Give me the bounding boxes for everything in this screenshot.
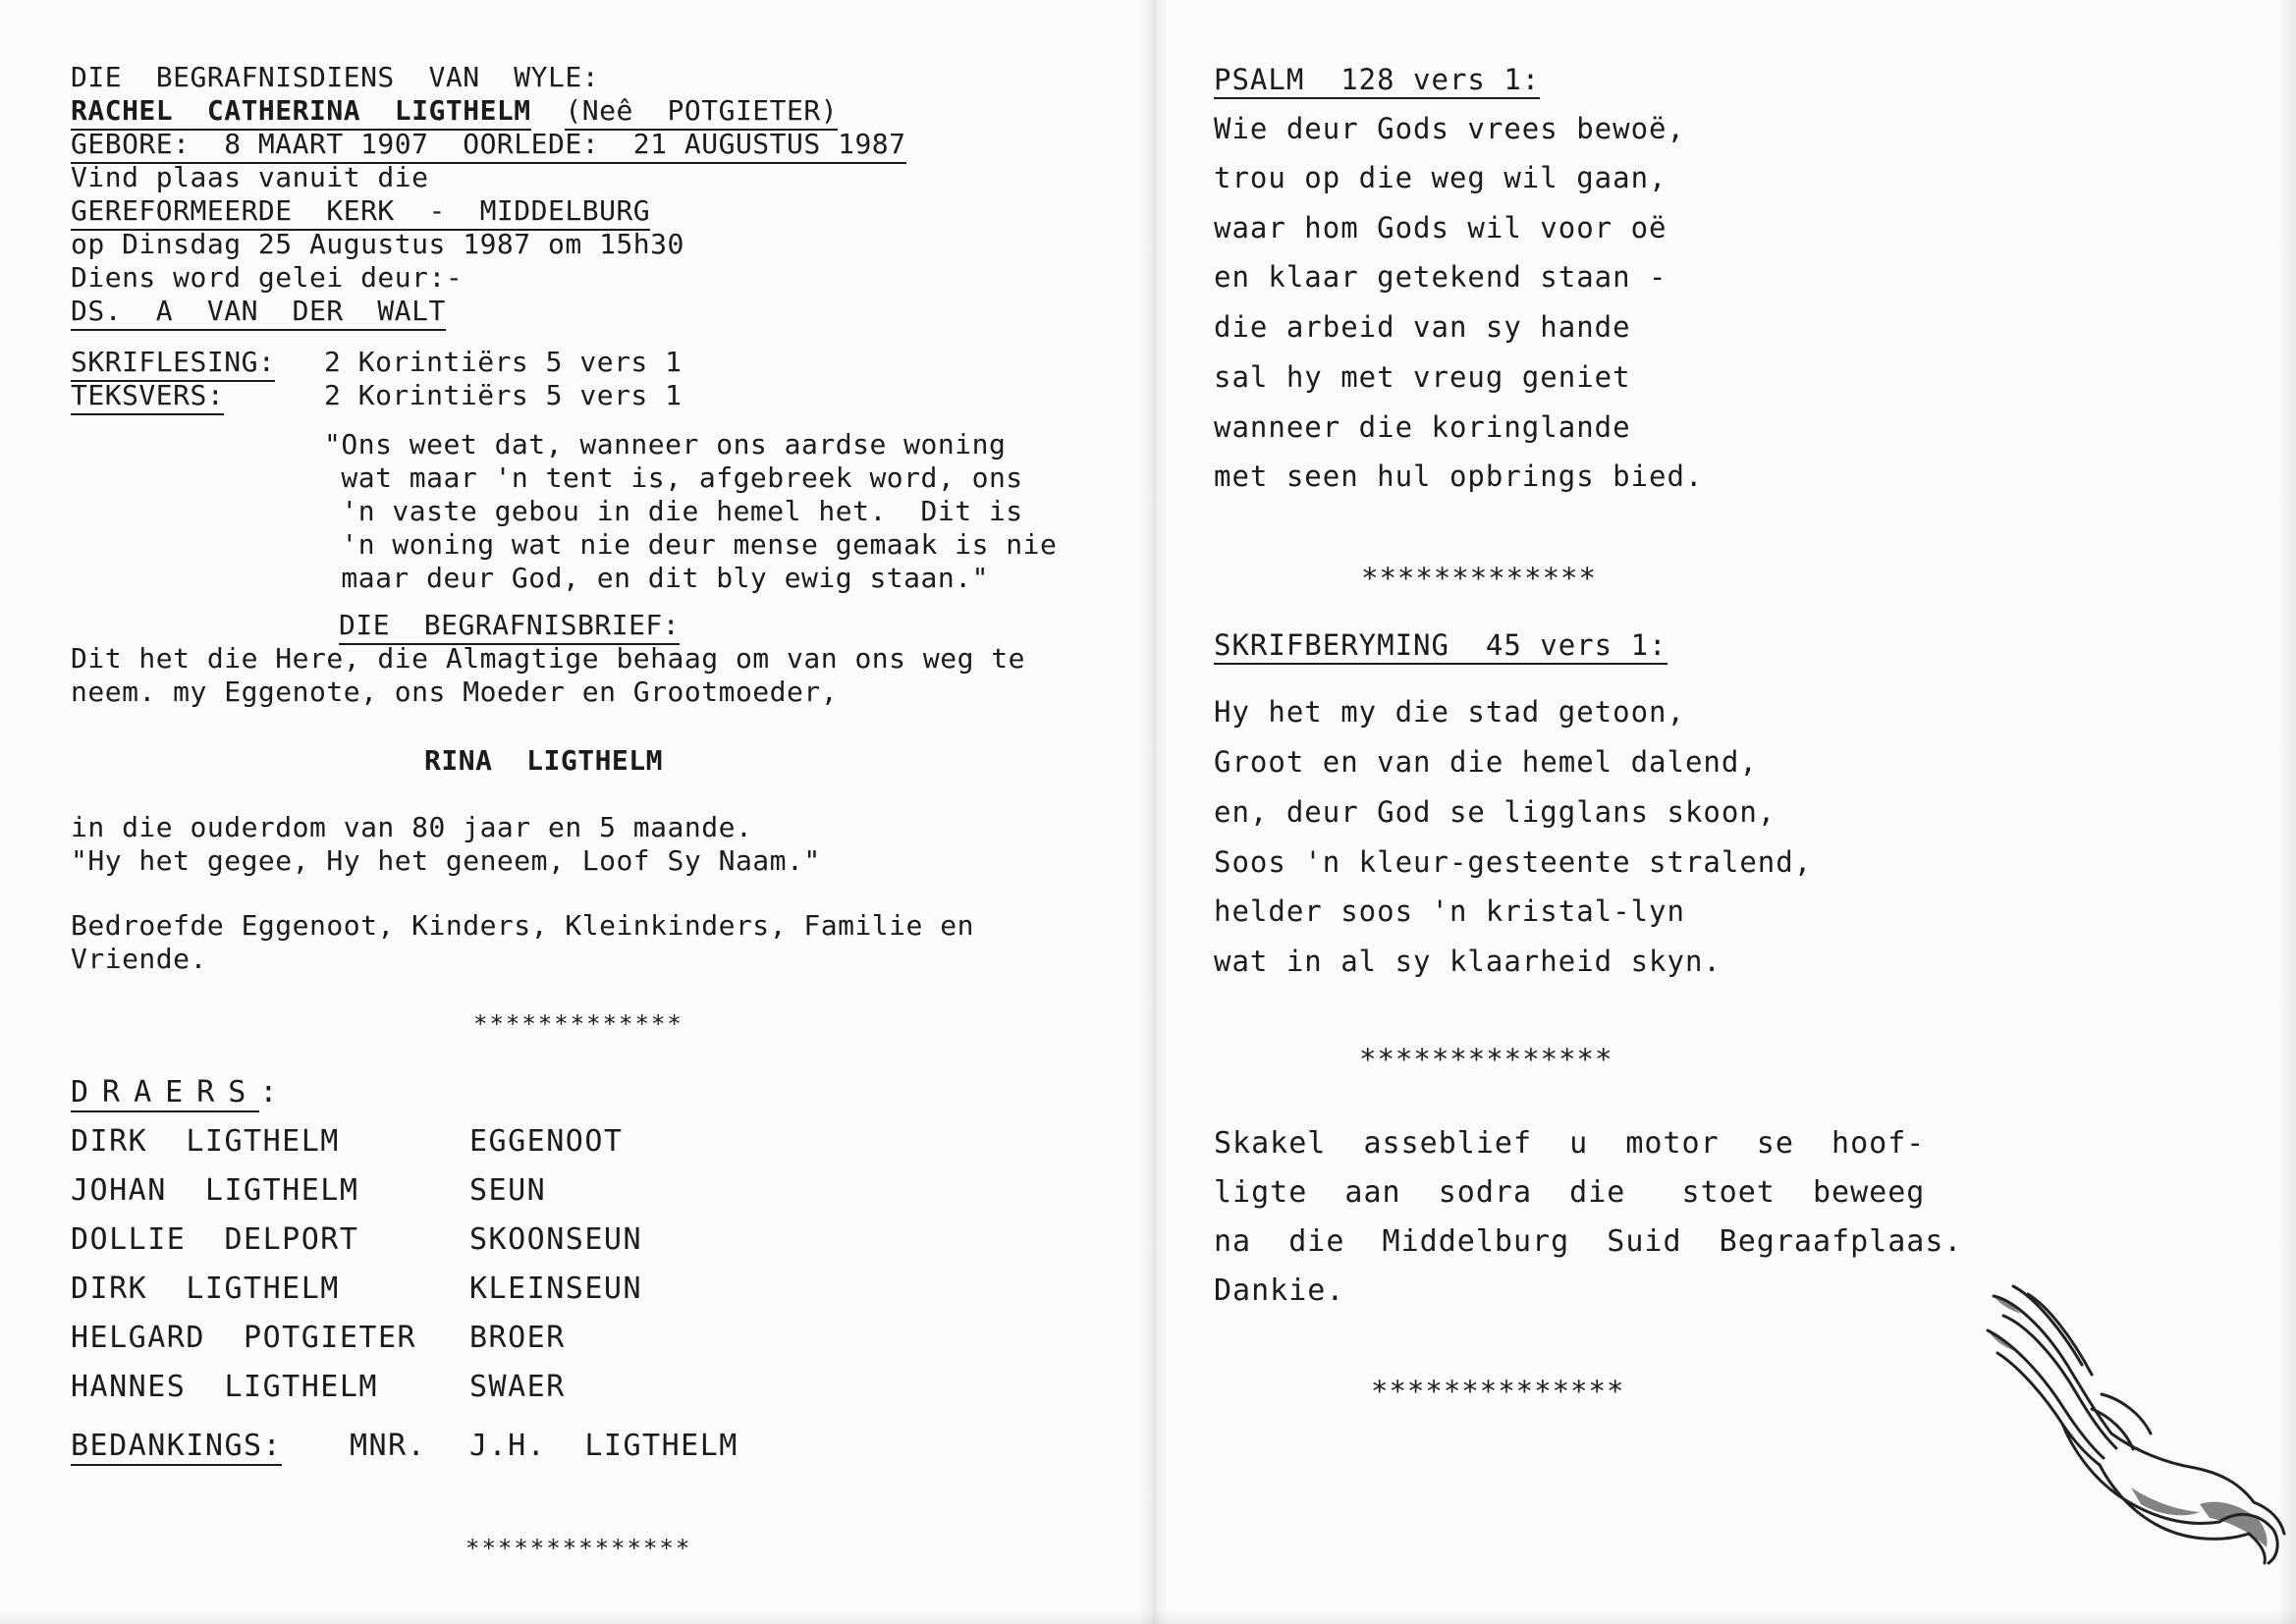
- bearer-relation: SEUN: [469, 1173, 547, 1208]
- bearer-name: DOLLIE DELPORT: [71, 1222, 359, 1257]
- bearers-heading: DRAERS:: [71, 1076, 291, 1112]
- notice-line: ligte aan sodra die stoet beweeg: [1214, 1175, 1926, 1210]
- bearer-relation: BROER: [469, 1321, 566, 1355]
- funeral-letter-heading: DIE BEGRAFNISBRIEF:: [339, 609, 680, 645]
- letter-line: neem. my Eggenote, ons Moeder en Grootmoeder,: [71, 676, 839, 708]
- text-verse-value: 2 Korintiërs 5 vers 1: [324, 379, 683, 411]
- psalm-line: Wie deur Gods vrees bewoë,: [1214, 112, 1685, 145]
- quote-line: "Ons weet dat, wanneer ons aardse woning: [324, 428, 1007, 460]
- skrifberyming-line: Hy het my die stad getoon,: [1214, 695, 1685, 729]
- bearer-name: JOHAN LIGTHELM: [71, 1173, 359, 1208]
- skrifberyming-heading: SKRIFBERYMING 45 vers 1:: [1214, 628, 1667, 665]
- minister-name: DS. A VAN DER WALT: [71, 295, 446, 331]
- psalm-line: en klaar getekend staan -: [1214, 260, 1667, 294]
- psalm-line: trou op die weg wil gaan,: [1214, 161, 1667, 194]
- psalm-line: sal hy met vreug geniet: [1214, 360, 1631, 394]
- place-intro: Vind plaas vanuit die: [71, 161, 429, 193]
- bearer-name: DIRK LIGTHELM: [71, 1124, 340, 1159]
- church-name: GEREFORMEERDE KERK - MIDDELBURG: [71, 194, 650, 231]
- deceased-short-name: RINA LIGTHELM: [424, 744, 664, 777]
- quote-line: 'n woning wat nie deur mense gemaak is nie: [324, 528, 1058, 561]
- separator-stars: **************: [1359, 1043, 1613, 1076]
- thanks-name: J.H. LIGTHELM: [469, 1429, 738, 1463]
- bearer-relation: SKOONSEUN: [469, 1222, 643, 1257]
- scripture-line: "Hy het gegee, Hy het geneem, Loof Sy Naam.": [71, 844, 821, 877]
- bearer-name: HANNES LIGTHELM: [71, 1370, 378, 1404]
- psalm-line: wanneer die koringlande: [1214, 410, 1631, 444]
- psalm-line: met seen hul opbrings bied.: [1214, 460, 1704, 493]
- scripture-reading-label: SKRIFLESING:: [71, 346, 275, 382]
- thanks-label: BEDANKINGS:: [71, 1430, 282, 1466]
- mourners-line: Bedroefde Eggenoot, Kinders, Kleinkinders, Familie en: [71, 909, 974, 942]
- quote-line: maar deur God, en dit bly ewig staan.": [324, 562, 989, 594]
- quote-line: 'n vaste gebou in die hemel het. Dit is: [324, 495, 1023, 527]
- thanks-title: MNR.: [350, 1429, 427, 1463]
- mourners-line: Vriende.: [71, 943, 207, 975]
- bearer-name: DIRK LIGTHELM: [71, 1272, 340, 1306]
- text-verse-label: TEKSVERS:: [71, 379, 224, 415]
- skrifberyming-line: en, deur God se ligglans skoon,: [1214, 795, 1777, 829]
- service-date-time: op Dinsdag 25 Augustus 1987 om 15h30: [71, 228, 684, 260]
- maiden-name: (Neê POTGIETER): [565, 94, 838, 131]
- psalm-heading: PSALM 128 vers 1:: [1214, 63, 1540, 99]
- bearer-name: HELGARD POTGIETER: [71, 1321, 417, 1355]
- deceased-name: RACHEL CATHERINA LIGTHELM: [71, 94, 531, 131]
- skrifberyming-line: wat in al sy klaarheid skyn.: [1214, 945, 1722, 978]
- quote-line: wat maar 'n tent is, afgebreek word, ons: [324, 461, 1023, 494]
- psalm-line: waar hom Gods wil voor oë: [1214, 211, 1667, 244]
- skrifberyming-line: Soos 'n kleur-gesteente stralend,: [1214, 845, 1813, 879]
- bearer-relation: EGGENOOT: [469, 1124, 624, 1159]
- scripture-reading-value: 2 Korintiërs 5 vers 1: [324, 346, 683, 378]
- separator-stars: **************: [1371, 1375, 1625, 1408]
- separator-stars: *************: [1361, 562, 1597, 595]
- bearer-relation: KLEINSEUN: [469, 1272, 643, 1306]
- service-heading: DIE BEGRAFNISDIENS VAN WYLE:: [71, 61, 600, 93]
- skrifberyming-line: helder soos 'n kristal-lyn: [1214, 894, 1685, 928]
- letter-line: Dit het die Here, die Almagtige behaag om van ons weg te: [71, 642, 1026, 675]
- bearer-relation: SWAER: [469, 1370, 566, 1404]
- led-by-label: Diens word gelei deur:-: [71, 261, 464, 294]
- praying-hands-icon: [1974, 1276, 2288, 1571]
- notice-line: na die Middelburg Suid Begraafplaas.: [1214, 1224, 1963, 1259]
- notice-line: Dankie.: [1214, 1273, 1345, 1308]
- skrifberyming-line: Groot en van die hemel dalend,: [1214, 745, 1758, 779]
- age-line: in die ouderdom van 80 jaar en 5 maande.: [71, 811, 753, 843]
- page-fold: [1139, 0, 1169, 1624]
- paper-bottom-shadow: [0, 1610, 2296, 1624]
- deceased-full-name: [71, 94, 838, 131]
- notice-line: Skakel asseblief u motor se hoof-: [1214, 1126, 1926, 1161]
- separator-stars: *************: [473, 1010, 683, 1038]
- birth-death-dates: GEBORE: 8 MAART 1907 OORLEDE: 21 AUGUSTUS 1987: [71, 128, 906, 164]
- separator-stars: **************: [465, 1535, 692, 1562]
- psalm-line: die arbeid van sy hande: [1214, 310, 1631, 344]
